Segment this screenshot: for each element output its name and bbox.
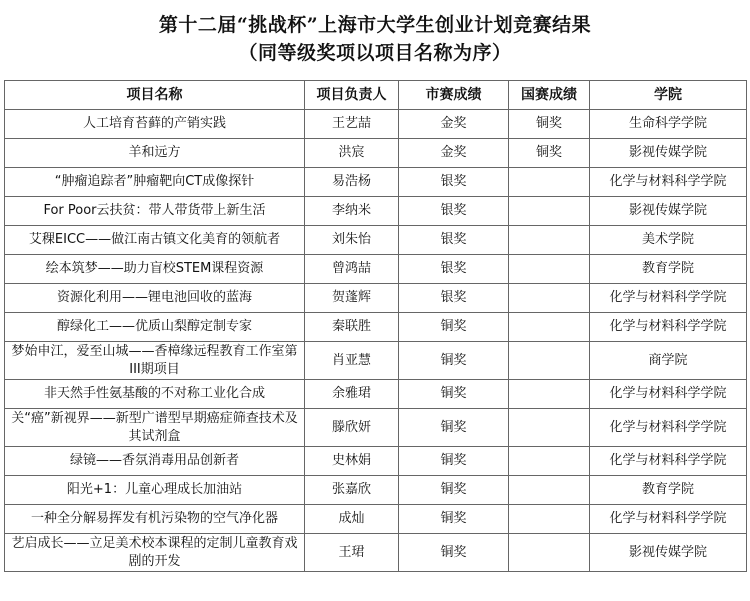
- cell-leader: 余雅珺: [305, 380, 399, 409]
- cell-college: 影视传媒学院: [590, 139, 747, 168]
- results-table: [4, 80, 747, 572]
- cell-project-name: 人工培育苔藓的产销实践: [5, 110, 305, 139]
- header-leader: 项目负责人: [305, 81, 399, 110]
- table-row: [5, 197, 747, 226]
- table-row: [5, 139, 747, 168]
- cell-city-result: 金奖: [399, 110, 509, 139]
- cell-leader: 王艺喆: [305, 110, 399, 139]
- cell-college: 化学与材料科学学院: [590, 409, 747, 447]
- cell-leader: 秦联胜: [305, 313, 399, 342]
- cell-project-name: 羊和远方: [5, 139, 305, 168]
- cell-leader: 张嘉欣: [305, 476, 399, 505]
- cell-national-result: [509, 342, 590, 380]
- cell-college: 商学院: [590, 342, 747, 380]
- cell-project-name: 关“癌”新视界——新型广谱型早期癌症筛查技术及其试剂盒: [5, 409, 305, 447]
- table-header-row: [5, 81, 747, 110]
- cell-project-name: 非天然手性氨基酸的不对称工业化合成: [5, 380, 305, 409]
- cell-leader: 易浩杨: [305, 168, 399, 197]
- table-row: [5, 168, 747, 197]
- table-row: [5, 534, 747, 572]
- cell-city-result: 银奖: [399, 255, 509, 284]
- cell-national-result: 铜奖: [509, 110, 590, 139]
- table-row: [5, 505, 747, 534]
- cell-college: 化学与材料科学学院: [590, 168, 747, 197]
- cell-city-result: 铜奖: [399, 447, 509, 476]
- table-row: [5, 409, 747, 447]
- cell-college: 影视传媒学院: [590, 197, 747, 226]
- cell-city-result: 银奖: [399, 226, 509, 255]
- cell-college: 教育学院: [590, 255, 747, 284]
- cell-leader: 曾鸿喆: [305, 255, 399, 284]
- cell-national-result: [509, 534, 590, 572]
- cell-college: 化学与材料科学学院: [590, 380, 747, 409]
- cell-leader: 刘朱怡: [305, 226, 399, 255]
- table-row: [5, 226, 747, 255]
- header-national-result: 国赛成绩: [509, 81, 590, 110]
- cell-project-name: 醇绿化工——优质山梨醇定制专家: [5, 313, 305, 342]
- table-row: [5, 313, 747, 342]
- cell-city-result: 铜奖: [399, 505, 509, 534]
- cell-leader: 史林娟: [305, 447, 399, 476]
- cell-project-name: 绿镜——香氛消毒用品创新者: [5, 447, 305, 476]
- table-row: [5, 255, 747, 284]
- cell-project-name: 艾稞EICC——做江南古镇文化美育的领航者: [5, 226, 305, 255]
- table-row: [5, 110, 747, 139]
- cell-project-name: 绘本筑梦——助力盲校STEM课程资源: [5, 255, 305, 284]
- cell-national-result: [509, 197, 590, 226]
- cell-national-result: [509, 313, 590, 342]
- cell-leader: 成灿: [305, 505, 399, 534]
- cell-city-result: 金奖: [399, 139, 509, 168]
- cell-national-result: 铜奖: [509, 139, 590, 168]
- cell-leader: 王珺: [305, 534, 399, 572]
- table-row: [5, 284, 747, 313]
- cell-leader: 洪宸: [305, 139, 399, 168]
- cell-project-name: 阳光+1：儿童心理成长加油站: [5, 476, 305, 505]
- table-row: [5, 447, 747, 476]
- cell-national-result: [509, 409, 590, 447]
- cell-project-name: 梦始申江，爱至山城——香樟缘远程教育工作室第III期项目: [5, 342, 305, 380]
- cell-leader: 贺蓬辉: [305, 284, 399, 313]
- cell-national-result: [509, 447, 590, 476]
- table-row: [5, 476, 747, 505]
- cell-project-name: 艺启成长——立足美术校本课程的定制儿童教育戏剧的开发: [5, 534, 305, 572]
- cell-city-result: 铜奖: [399, 534, 509, 572]
- cell-national-result: [509, 284, 590, 313]
- cell-city-result: 铜奖: [399, 476, 509, 505]
- cell-project-name: 一种全分解易挥发有机污染物的空气净化器: [5, 505, 305, 534]
- cell-leader: 滕欣妍: [305, 409, 399, 447]
- header-city-result: 市赛成绩: [399, 81, 509, 110]
- cell-city-result: 银奖: [399, 284, 509, 313]
- cell-city-result: 银奖: [399, 197, 509, 226]
- cell-college: 教育学院: [590, 476, 747, 505]
- cell-college: 化学与材料科学学院: [590, 447, 747, 476]
- cell-city-result: 铜奖: [399, 313, 509, 342]
- cell-city-result: 银奖: [399, 168, 509, 197]
- cell-project-name: “肿瘤追踪者”肿瘤靶向CT成像探针: [5, 168, 305, 197]
- page-subtitle: （同等级奖项以项目名称为序）: [238, 42, 512, 64]
- cell-national-result: [509, 505, 590, 534]
- cell-college: 生命科学学院: [590, 110, 747, 139]
- cell-college: 美术学院: [590, 226, 747, 255]
- cell-college: 化学与材料科学学院: [590, 313, 747, 342]
- cell-national-result: [509, 255, 590, 284]
- cell-national-result: [509, 476, 590, 505]
- cell-college: 化学与材料科学学院: [590, 284, 747, 313]
- cell-national-result: [509, 226, 590, 255]
- cell-city-result: 铜奖: [399, 342, 509, 380]
- cell-project-name: 资源化利用——锂电池回收的蓝海: [5, 284, 305, 313]
- table-row: [5, 380, 747, 409]
- header-college: 学院: [590, 81, 747, 110]
- cell-city-result: 铜奖: [399, 380, 509, 409]
- cell-national-result: [509, 168, 590, 197]
- cell-national-result: [509, 380, 590, 409]
- cell-project-name: For Poor云扶贫：带人带货带上新生活: [5, 197, 305, 226]
- cell-college: 影视传媒学院: [590, 534, 747, 572]
- cell-leader: 肖亚慧: [305, 342, 399, 380]
- header-project-name: 项目名称: [5, 81, 305, 110]
- cell-college: 化学与材料科学学院: [590, 505, 747, 534]
- page-title: 第十二届“挑战杯”上海市大学生创业计划竞赛结果: [158, 14, 592, 36]
- cell-leader: 李纳米: [305, 197, 399, 226]
- table-row: [5, 342, 747, 380]
- cell-city-result: 铜奖: [399, 409, 509, 447]
